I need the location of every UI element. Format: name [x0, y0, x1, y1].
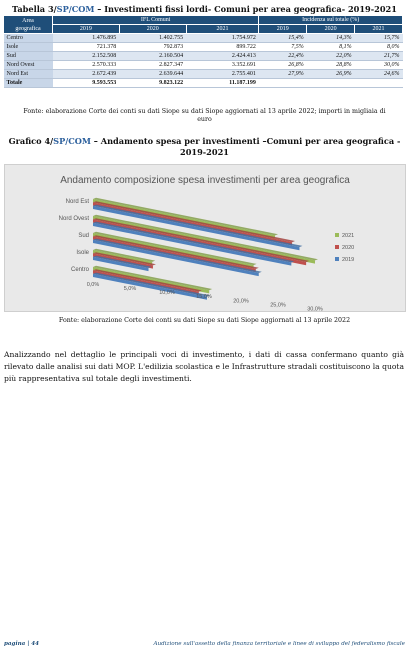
- cell-value: 721.378: [53, 43, 120, 52]
- table-row: [4, 70, 403, 79]
- row-area: Nord Est: [4, 70, 53, 79]
- table-source-note: [4, 108, 405, 123]
- table-row: [4, 34, 403, 43]
- cell-value: 3.352.691: [186, 61, 259, 70]
- cell-value: 2.570.333: [53, 61, 120, 70]
- table-title-code: SP/COM: [56, 4, 95, 14]
- year-header: 2021: [186, 25, 259, 34]
- chart-tick-labels: [87, 282, 323, 311]
- table-source-line1: Fonte: elaborazione Corte dei conti su dati Siope su dati Siope aggiornati al 13 aprile 2022; importi in migliaia di: [23, 108, 386, 115]
- cell-percent: 7,5%: [259, 43, 307, 52]
- legend-label-2019: 2019: [342, 257, 355, 263]
- ifl-header: IFL Comuni: [53, 16, 259, 25]
- x-tick-label: 30,0%: [307, 306, 323, 311]
- cell-value: 899.722: [186, 43, 259, 52]
- category-label: Nord Ovest: [58, 216, 89, 222]
- year-header: 2020: [119, 25, 186, 34]
- total-label: Totale: [4, 79, 53, 88]
- cell-value: 2.152.508: [53, 52, 120, 61]
- cell-value: 2.755.401: [186, 70, 259, 79]
- cell-percent: 27,9%: [259, 70, 307, 79]
- bar-top-centro-2019: [93, 273, 210, 297]
- chart-heading-rest: – Andamento spesa per investimenti –Comuni per area geografica -: [90, 136, 401, 146]
- table-row: [4, 52, 403, 61]
- year-header: 2020: [307, 25, 355, 34]
- x-tick-label: 5,0%: [123, 286, 137, 293]
- cell-percent: 15,7%: [355, 34, 403, 43]
- chart-title: Andamento composizione spesa investimenti per area geografica: [60, 175, 350, 186]
- chart-heading-prefix: Grafico 4/: [8, 136, 54, 146]
- empty-cell: [355, 79, 403, 88]
- year-header: 2019: [53, 25, 120, 34]
- cell-value: 2.639.644: [119, 70, 186, 79]
- cell-percent: 26,8%: [259, 61, 307, 70]
- page-footer: [4, 641, 405, 647]
- page-number: pagina | 44: [4, 641, 39, 647]
- category-label: Nord Est: [65, 199, 89, 205]
- chart-category-labels: [59, 199, 90, 273]
- cell-percent: 26,9%: [307, 70, 355, 79]
- area-header-line1: Area: [22, 17, 34, 24]
- cell-percent: 22,0%: [307, 52, 355, 61]
- chart-heading: [4, 136, 405, 158]
- table-row: [4, 61, 403, 70]
- cell-value: 2.827.347: [119, 61, 186, 70]
- row-area: Centro: [4, 34, 53, 43]
- cell-value: 1.402.755: [119, 34, 186, 43]
- cell-percent: 21,7%: [355, 52, 403, 61]
- legend-label-2020: 2020: [342, 245, 355, 251]
- legend-swatch-2021: [335, 233, 339, 237]
- cell-value: 1.476.895: [53, 34, 120, 43]
- table-source-line2: euro: [197, 115, 212, 123]
- table-title: [4, 4, 405, 14]
- empty-cell: [259, 79, 307, 88]
- year-header: 2021: [355, 25, 403, 34]
- cell-percent: 8,1%: [307, 43, 355, 52]
- cell-value: 1.754.972: [186, 34, 259, 43]
- cell-value: 2.672.439: [53, 70, 120, 79]
- table-title-prefix: Tabella 3/: [12, 4, 57, 14]
- chart-heading-code: SP/COM: [53, 136, 91, 146]
- x-tick-label: 10,0%: [159, 290, 175, 297]
- footer-document-title: Audizione sull'assetto della finanza territoriale e linee di sviluppo del federalismo fiscale: [153, 641, 405, 647]
- table-title-rest: – Investimenti fissi lordi- Comuni per area geografica- 2019-2021: [94, 4, 397, 14]
- legend-swatch-2020: [335, 245, 339, 249]
- bar-top-centro-2020: [93, 269, 202, 291]
- x-tick-label: 25,0%: [270, 302, 286, 309]
- row-area: Sud: [4, 52, 53, 61]
- incidence-header: Incidenza sul totale (%): [259, 16, 403, 25]
- total-value: 11.187.199: [186, 79, 259, 88]
- cell-value: 2.160.504: [119, 52, 186, 61]
- area-header-line2: geografica: [15, 25, 41, 32]
- table-row: [4, 43, 403, 52]
- body-paragraph: Analizzando nel dettaglio le principali voci di investimento, i dati di cassa confermano quanto già rilevato dalle analisi sui dati MOP. L'edilizia scolastica e le Infrastrutture stradali costituiscono la quota più rappresentativa sul totale degli investimenti.: [4, 350, 404, 383]
- bar-chart: [5, 165, 405, 311]
- category-label: Isole: [76, 250, 89, 256]
- total-row: [4, 79, 403, 88]
- year-header: 2019: [259, 25, 307, 34]
- chart-source-note: Fonte: elaborazione Corte dei conti su dati Siope su dati Siope aggiornati al 13 aprile 2022: [58, 317, 351, 324]
- category-label: Centro: [70, 267, 89, 273]
- x-tick-label: 15,0%: [196, 294, 212, 301]
- chart-bars: [93, 198, 318, 300]
- cell-value: 792.873: [119, 43, 186, 52]
- cell-percent: 28,8%: [307, 61, 355, 70]
- cell-percent: 30,0%: [355, 61, 403, 70]
- category-label: Sud: [78, 233, 89, 239]
- investment-table: [3, 15, 403, 88]
- chart-container: [4, 164, 406, 312]
- x-tick-label: 20,0%: [233, 298, 249, 305]
- cell-percent: 24,6%: [355, 70, 403, 79]
- cell-percent: 14,3%: [307, 34, 355, 43]
- area-header: [4, 16, 53, 34]
- chart-legend: [335, 233, 354, 263]
- legend-label-2021: 2021: [342, 233, 355, 239]
- total-value: 9.823.122: [119, 79, 186, 88]
- cell-percent: 22,4%: [259, 52, 307, 61]
- cell-percent: 15,4%: [259, 34, 307, 43]
- total-value: 9.593.553: [53, 79, 120, 88]
- cell-percent: 8,0%: [355, 43, 403, 52]
- empty-cell: [307, 79, 355, 88]
- row-area: Nord Ovest: [4, 61, 53, 70]
- chart-heading-line2: 2019-2021: [180, 147, 229, 157]
- legend-swatch-2019: [335, 257, 339, 261]
- x-tick-label: 0,0%: [86, 282, 100, 288]
- cell-value: 2.424.413: [186, 52, 259, 61]
- row-area: Isole: [4, 43, 53, 52]
